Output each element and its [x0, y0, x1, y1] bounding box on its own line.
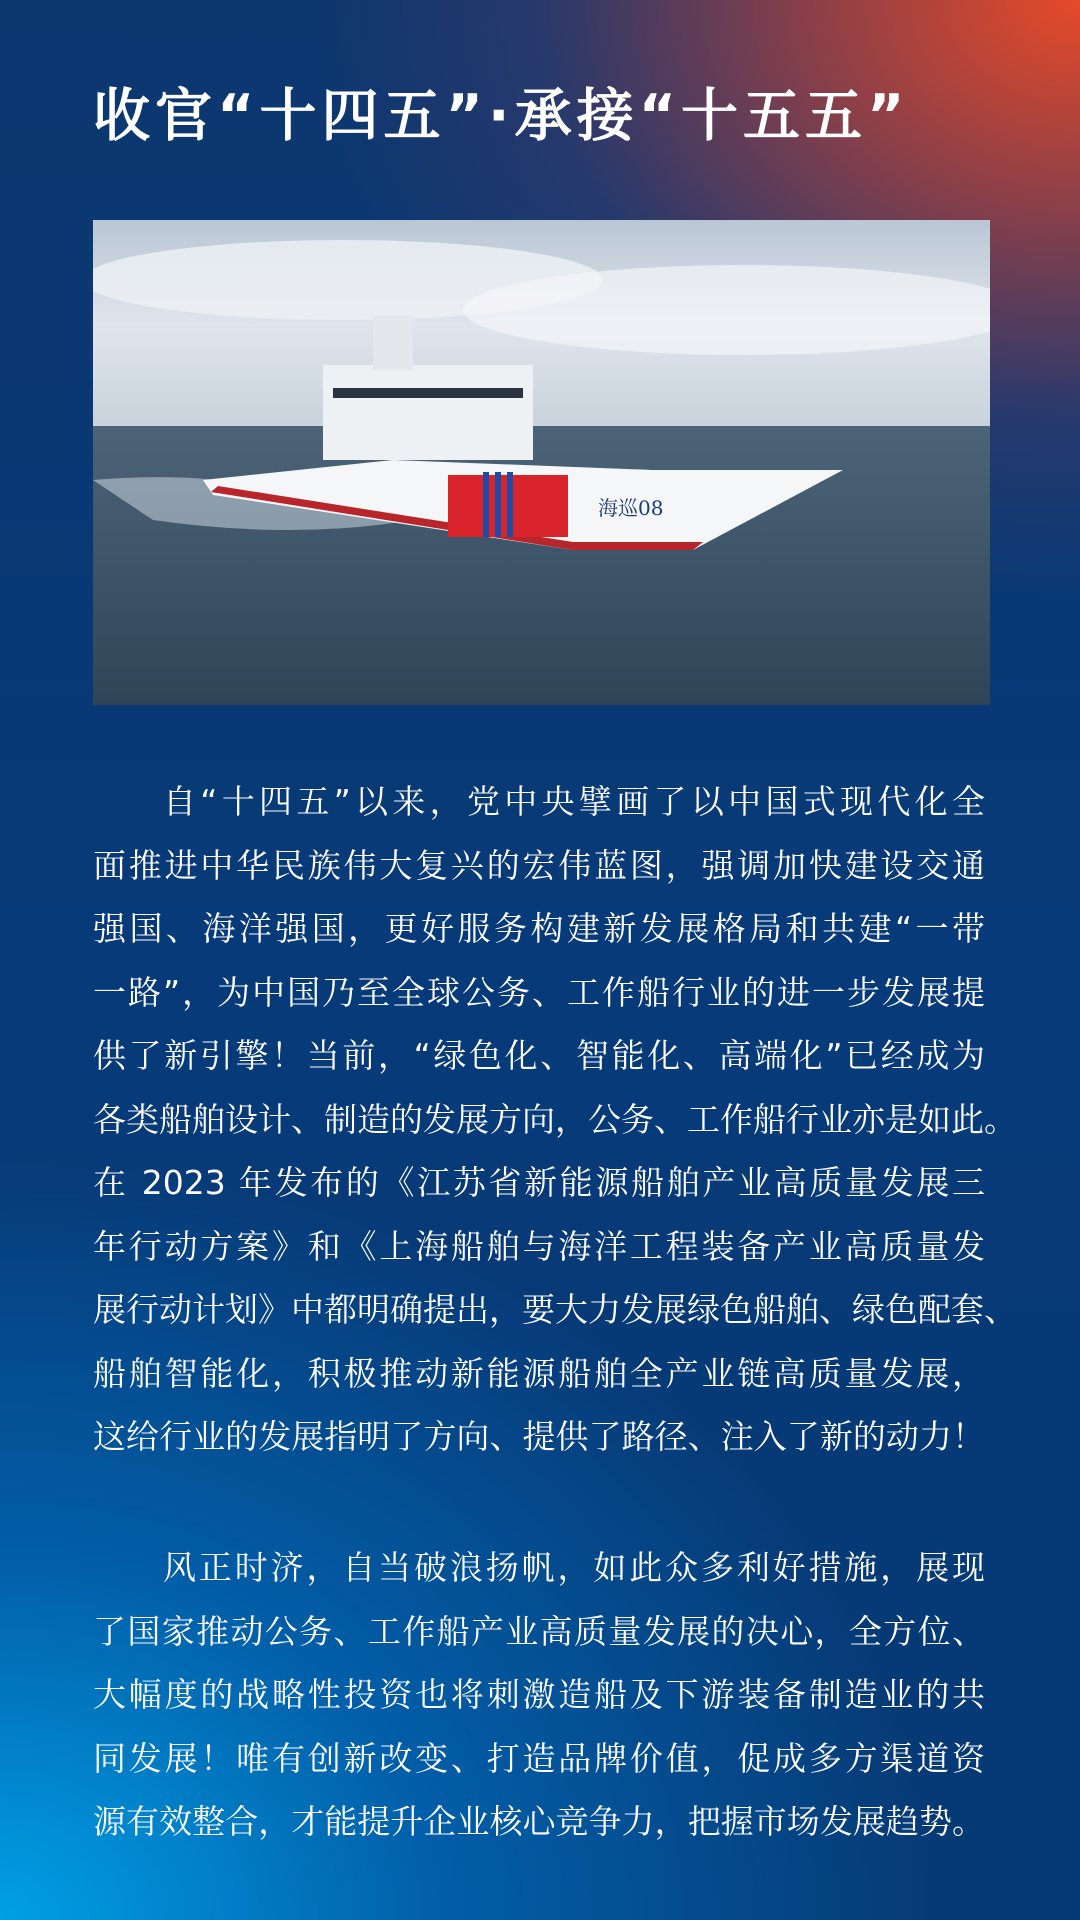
text-line: 风正时济，自当破浪扬帆，如此众多利好措施，展现	[163, 1548, 985, 1587]
text-line: 了国家推动公务、工作船产业高质量发展的决心，全方位、	[93, 1611, 985, 1651]
text-line: 展行动计划》中都明确提出，要大力发展绿色船舶、绿色配套、	[93, 1290, 1017, 1329]
text-line: 各类船舶设计、制造的发展方向，公务、工作船行业亦是如此。	[93, 1099, 1017, 1139]
text-line: 供了新引擎！当前，“绿色化、智能化、高端化”已经成为	[93, 1036, 985, 1075]
page-title: 收官“十四五”·承接“十五五”	[93, 83, 910, 149]
text-line: 强国、海洋强国，更好服务构建新发展格局和共建“一带	[93, 909, 985, 948]
text-line: 同发展！唯有创新改变、打造品牌价值，促成多方渠道资	[93, 1738, 985, 1778]
text-line: 大幅度的战略性投资也将刺激造船及下游装备制造业的共	[93, 1675, 985, 1714]
text-line: 自“十四五”以来，党中央擘画了以中国式现代化全	[163, 782, 985, 821]
text-line: 年行动方案》和《上海船舶与海洋工程装备产业高质量发	[93, 1226, 985, 1266]
paragraph-2	[93, 1536, 985, 1854]
ship-label: 海巡08	[598, 496, 664, 520]
text-line: 源有效整合，才能提升企业核心竞争力，把握市场发展趋势。	[93, 1802, 985, 1841]
paragraph-1	[93, 770, 1017, 1469]
text-line: 面推进中华民族伟大复兴的宏伟蓝图，强调加快建设交通	[93, 845, 985, 885]
text-line: 在 2023 年发布的《江苏省新能源船舶产业高质量发展三	[93, 1163, 985, 1202]
text-line: 船舶智能化，积极推动新能源船舶全产业链高质量发展，	[93, 1353, 985, 1393]
ship-photo	[93, 220, 990, 705]
text-line: 一路”，为中国乃至全球公务、工作船行业的进一步发展提	[93, 972, 985, 1012]
text-line: 这给行业的发展指明了方向、提供了路径、注入了新的动力！	[93, 1417, 985, 1456]
